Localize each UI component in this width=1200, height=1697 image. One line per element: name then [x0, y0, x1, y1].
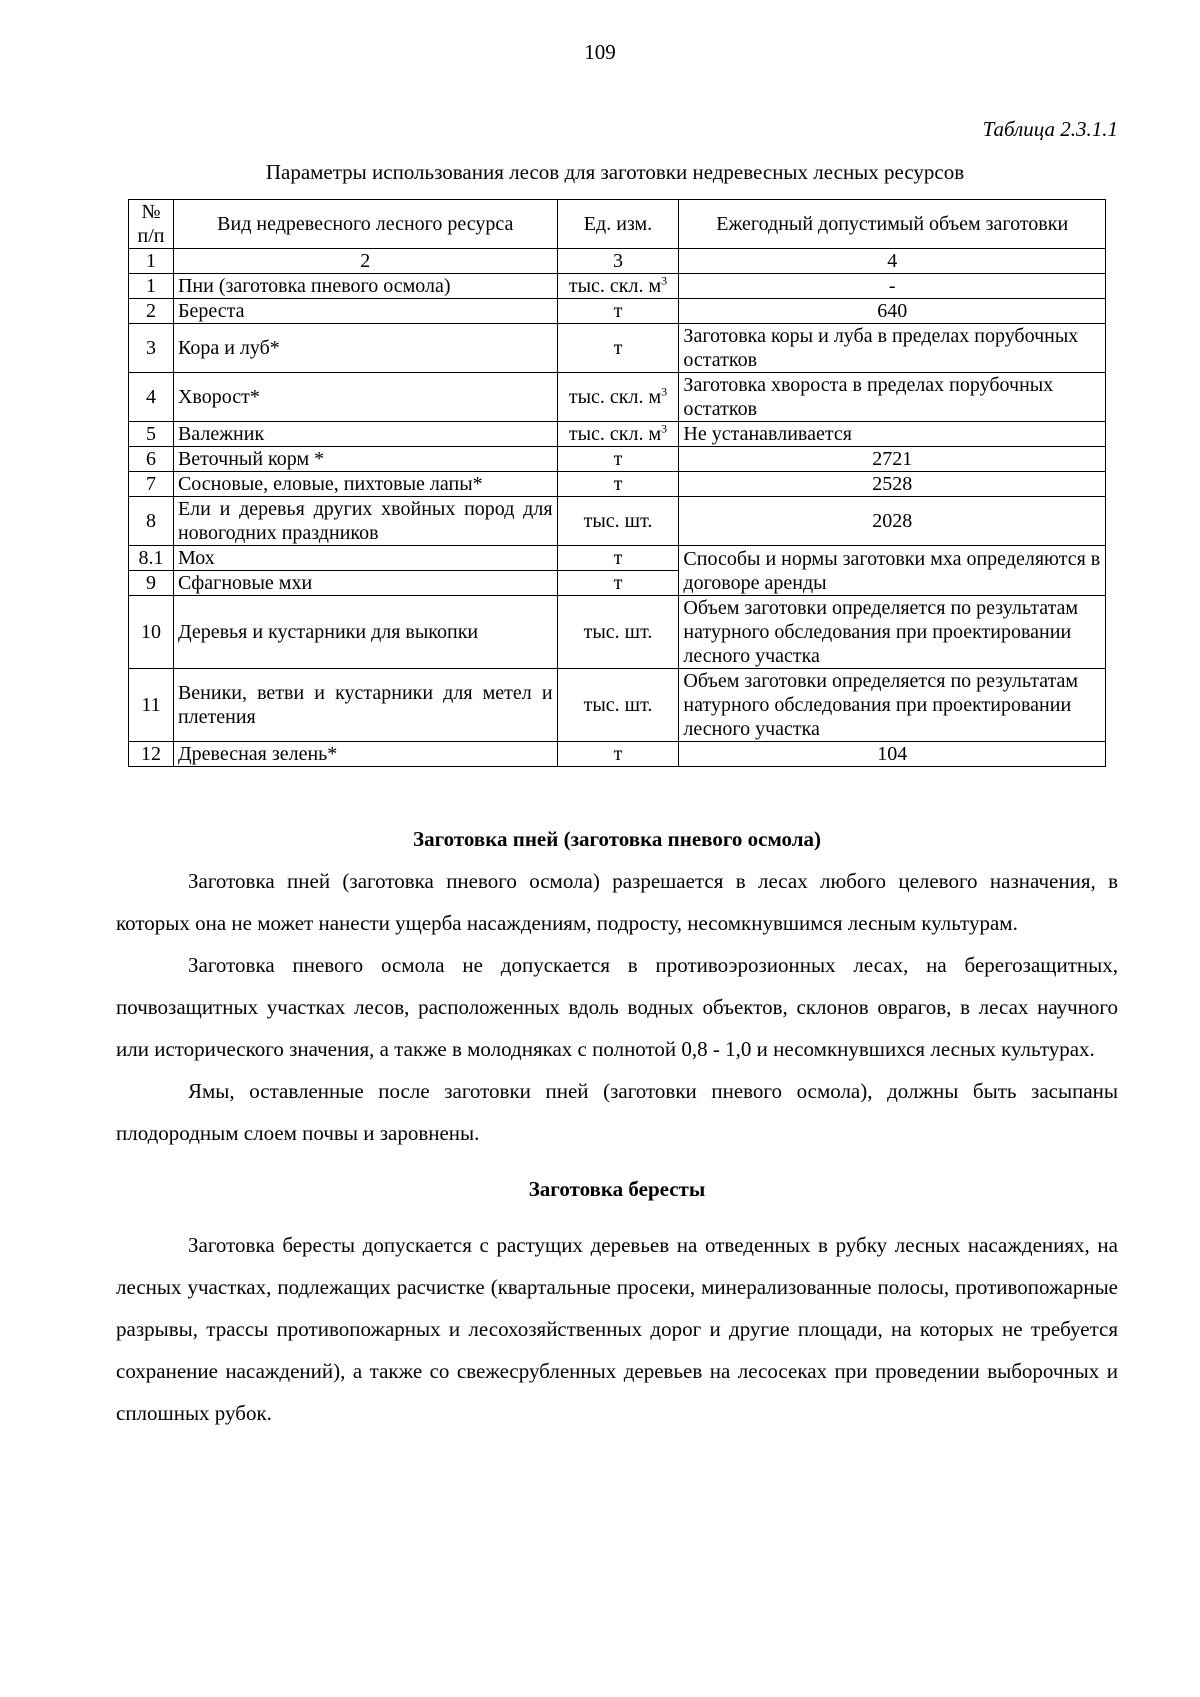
row-unit	[557, 422, 679, 447]
unit-text: тыс. скл. м	[568, 423, 662, 445]
unit-text: тыс. скл. м	[568, 386, 662, 408]
table-row	[129, 497, 1106, 546]
unit-superscript: 3	[661, 273, 668, 288]
row-unit: т	[557, 447, 679, 472]
table-header-row	[129, 200, 1106, 249]
row-volume: -	[679, 274, 1106, 299]
row-resource: Сосновые, еловые, пихтовые лапы*	[173, 472, 557, 497]
row-volume: Объем заготовки определяется по результатам натурного обследования при проектировании лесного участка	[679, 669, 1106, 742]
row-resource: Кора и луб*	[173, 324, 557, 373]
table-row	[129, 373, 1106, 422]
section-gap	[116, 1154, 1118, 1168]
row-resource: Сфагновые мхи	[173, 571, 557, 596]
row-unit	[557, 373, 679, 422]
header-volume: Ежегодный допустимый объем заготовки	[679, 200, 1106, 249]
section-heading: Заготовка пней (заготовка пневого осмола)	[413, 827, 821, 851]
header-unit: Ед. изм.	[557, 200, 679, 249]
row-resource: Веточный корм *	[173, 447, 557, 472]
row-resource: Веники, ветви и кустарники для метел и плетения	[173, 669, 557, 742]
column-number: 2	[173, 249, 557, 274]
row-num: 8.1	[129, 546, 174, 571]
row-num: 1	[129, 274, 174, 299]
column-number: 1	[129, 249, 174, 274]
section-heading: Заготовка бересты	[528, 1177, 706, 1201]
table-row	[129, 324, 1106, 373]
column-number: 3	[557, 249, 679, 274]
section-gap	[116, 1210, 1118, 1224]
column-number-row	[129, 249, 1106, 274]
paragraph: Заготовка пней (заготовка пневого осмола) разрешается в лесах любого целевого назначения, в которых она не может нанести ущерба насаждениям, подросту, несомкнувшимся лесным культурам.	[116, 869, 1118, 935]
column-number: 4	[679, 249, 1106, 274]
row-num: 4	[129, 373, 174, 422]
row-num: 7	[129, 472, 174, 497]
row-unit: тыс. шт.	[557, 497, 679, 546]
row-volume: 2528	[679, 472, 1106, 497]
row-num: 10	[129, 596, 174, 669]
row-num: 5	[129, 422, 174, 447]
table-row	[129, 472, 1106, 497]
row-num: 8	[129, 497, 174, 546]
table-row	[129, 546, 1106, 571]
row-volume: Заготовка хвороста в пределах порубочных остатков	[679, 373, 1106, 422]
unit-text: тыс. скл. м	[568, 275, 662, 297]
row-volume: 640	[679, 299, 1106, 324]
row-volume: Объем заготовки определяется по результатам натурного обследования при проектировании лесного участка	[679, 596, 1106, 669]
row-unit: тыс. шт.	[557, 596, 679, 669]
row-num: 11	[129, 669, 174, 742]
table-row	[129, 742, 1106, 767]
header-num: № п/п	[129, 200, 174, 249]
paragraph: Ямы, оставленные после заготовки пней (заготовки пневого осмола), должны быть засыпаны плодородным слоем почвы и заровнены.	[116, 1079, 1118, 1145]
row-resource: Береста	[173, 299, 557, 324]
row-resource: Хворост*	[173, 373, 557, 422]
table-row	[129, 447, 1106, 472]
paragraph: Заготовка пневого осмола не допускается в противоэрозионных лесах, на берегозащитных, почвозащитных участках лесов, расположенных вдоль водных объектов, склонов оврагов, в лесах научного или исторического значения, а также в молодняках с полнотой 0,8 - 1,0 и несомкнувшихся лесных культурах.	[116, 953, 1118, 1061]
row-volume: 2028	[679, 497, 1106, 546]
row-num: 9	[129, 571, 174, 596]
row-num: 2	[129, 299, 174, 324]
row-num: 12	[129, 742, 174, 767]
table-title: Параметры использования лесов для заготовки недревесных лесных ресурсов	[265, 160, 965, 184]
header-resource: Вид недревесного лесного ресурса	[173, 200, 557, 249]
row-num: 6	[129, 447, 174, 472]
row-unit: т	[557, 742, 679, 767]
row-unit: т	[557, 472, 679, 497]
row-unit: т	[557, 299, 679, 324]
row-unit: тыс. шт.	[557, 669, 679, 742]
row-resource: Ели и деревья других хвойных пород для новогодних праздников	[173, 497, 557, 546]
page-number: 109	[584, 40, 616, 64]
table-row	[129, 299, 1106, 324]
row-unit: т	[557, 324, 679, 373]
unit-superscript: 3	[661, 384, 668, 399]
row-unit: т	[557, 546, 679, 571]
unit-superscript: 3	[661, 421, 668, 436]
row-unit	[557, 274, 679, 299]
row-resource: Пни (заготовка пневого осмола)	[173, 274, 557, 299]
table-row	[129, 422, 1106, 447]
table-row	[129, 274, 1106, 299]
row-volume: Способы и нормы заготовки мха определяются в договоре аренды	[679, 546, 1106, 596]
table-row	[129, 669, 1106, 742]
table-row	[129, 596, 1106, 669]
row-volume: Заготовка коры и луба в пределах порубочных остатков	[679, 324, 1106, 373]
row-resource: Мох	[173, 546, 557, 571]
row-unit: т	[557, 571, 679, 596]
row-volume: Не устанавливается	[679, 422, 1106, 447]
row-num: 3	[129, 324, 174, 373]
row-volume: 104	[679, 742, 1106, 767]
paragraph: Заготовка бересты допускается с растущих деревьев на отведенных в рубку лесных насаждениях, на лесных участках, подлежащих расчистке (квартальные просеки, минерализованные полосы, противопожарные разрывы, трассы противопожарных и лесохозяйственных дорог и другие площади, на которых не требуется сохранение насаждений), а также со свежесрубленных деревьев на лесосеках при проведении выборочных и сплошных рубок.	[116, 1233, 1118, 1425]
row-resource: Древесная зелень*	[173, 742, 557, 767]
row-resource: Деревья и кустарники для выкопки	[173, 596, 557, 669]
params-table	[128, 199, 1106, 767]
row-resource: Валежник	[173, 422, 557, 447]
row-volume: 2721	[679, 447, 1106, 472]
body-text	[116, 818, 1118, 1434]
table-caption: Таблица 2.3.1.1	[982, 117, 1118, 141]
